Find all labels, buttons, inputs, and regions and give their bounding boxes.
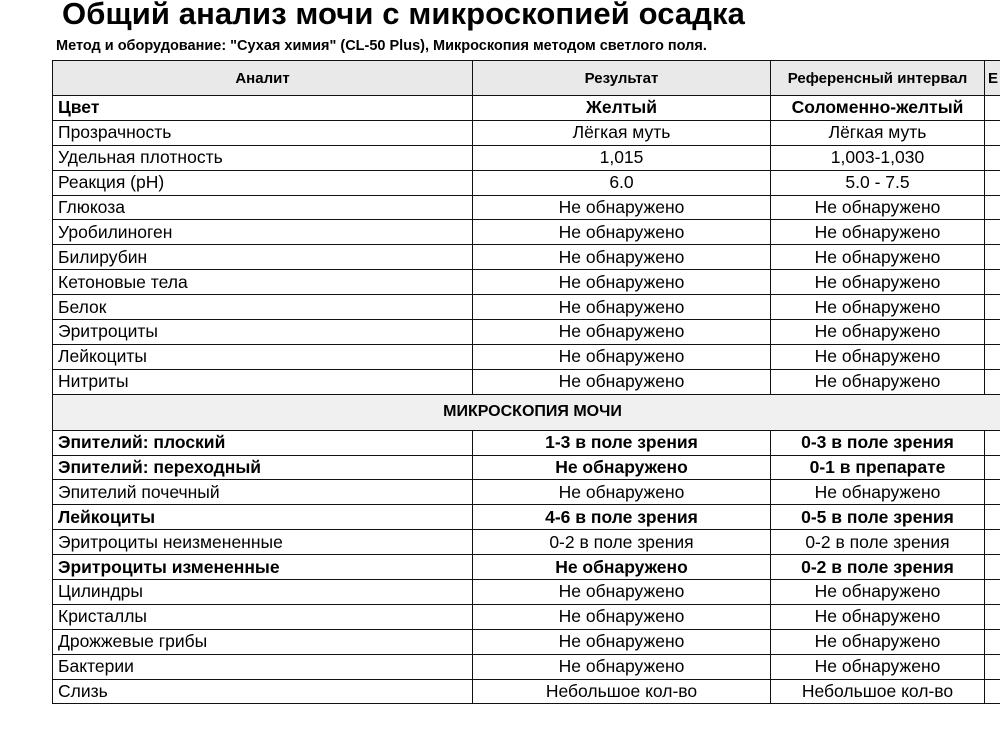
units-cell xyxy=(985,295,1000,320)
reference-cell: 0-3 в поле зрения xyxy=(771,430,985,455)
result-cell: 4-6 в поле зрения xyxy=(473,505,771,530)
table-row xyxy=(53,604,1000,629)
reference-cell: Лёгкая муть xyxy=(771,120,985,145)
table-row xyxy=(53,195,1000,220)
analyte-cell: Эпителий: плоский xyxy=(53,430,473,455)
table-row xyxy=(53,580,1000,605)
analyte-cell: Бактерии xyxy=(53,654,473,679)
units-cell xyxy=(985,555,1000,580)
section-heading: МИКРОСКОПИЯ МОЧИ xyxy=(53,394,1000,430)
reference-cell: Не обнаружено xyxy=(771,604,985,629)
analyte-cell: Удельная плотность xyxy=(53,145,473,170)
units-cell xyxy=(985,629,1000,654)
table-row xyxy=(53,295,1000,320)
analyte-cell: Цилиндры xyxy=(53,580,473,605)
table-row xyxy=(53,320,1000,345)
reference-cell: Не обнаружено xyxy=(771,480,985,505)
result-cell: Желтый xyxy=(473,96,771,121)
units-cell xyxy=(985,654,1000,679)
result-cell: Не обнаружено xyxy=(473,344,771,369)
result-cell: 0-2 в поле зрения xyxy=(473,530,771,555)
table-row xyxy=(53,145,1000,170)
table-row xyxy=(53,505,1000,530)
reference-cell: Не обнаружено xyxy=(771,629,985,654)
analyte-cell: Билирубин xyxy=(53,245,473,270)
table-row xyxy=(53,245,1000,270)
units-cell xyxy=(985,120,1000,145)
table-row xyxy=(53,530,1000,555)
analyte-cell: Эпителий почечный xyxy=(53,480,473,505)
units-cell xyxy=(985,344,1000,369)
result-cell: Не обнаружено xyxy=(473,195,771,220)
results-table xyxy=(52,60,1000,704)
units-cell xyxy=(985,195,1000,220)
report-title: Общий анализ мочи с микроскопией осадка xyxy=(62,0,745,31)
result-cell: Не обнаружено xyxy=(473,580,771,605)
analyte-cell: Эпителий: переходный xyxy=(53,455,473,480)
analyte-cell: Эритроциты измененные xyxy=(53,555,473,580)
header-units-cut: Е xyxy=(985,61,1000,96)
analyte-cell: Реакция (pH) xyxy=(53,170,473,195)
reference-cell: Не обнаружено xyxy=(771,270,985,295)
header-reference: Референсный интервал xyxy=(771,61,985,96)
table-row xyxy=(53,430,1000,455)
result-cell: Не обнаружено xyxy=(473,654,771,679)
result-cell: 1,015 xyxy=(473,145,771,170)
table-row xyxy=(53,220,1000,245)
result-cell: Не обнаружено xyxy=(473,245,771,270)
table-row xyxy=(53,170,1000,195)
reference-cell: Не обнаружено xyxy=(771,220,985,245)
result-cell: Лёгкая муть xyxy=(473,120,771,145)
table-row xyxy=(53,120,1000,145)
units-cell xyxy=(985,430,1000,455)
reference-cell: Не обнаружено xyxy=(771,245,985,270)
units-cell xyxy=(985,679,1000,704)
result-cell: Не обнаружено xyxy=(473,369,771,394)
reference-cell: Не обнаружено xyxy=(771,320,985,345)
result-cell: Не обнаружено xyxy=(473,295,771,320)
analyte-cell: Белок xyxy=(53,295,473,320)
analyte-cell: Уробилиноген xyxy=(53,220,473,245)
result-cell: 1-3 в поле зрения xyxy=(473,430,771,455)
table-row xyxy=(53,480,1000,505)
analyte-cell: Лейкоциты xyxy=(53,344,473,369)
units-cell xyxy=(985,480,1000,505)
units-cell xyxy=(985,320,1000,345)
method-subtitle: Метод и оборудование: "Сухая химия" (CL-50 Plus), Микроскопия методом светлого поля. xyxy=(56,38,707,54)
results-table-body xyxy=(53,96,1000,704)
reference-cell: 0-2 в поле зрения xyxy=(771,555,985,580)
units-cell xyxy=(985,530,1000,555)
reference-cell: 5.0 - 7.5 xyxy=(771,170,985,195)
units-cell xyxy=(985,245,1000,270)
result-cell: 6.0 xyxy=(473,170,771,195)
reference-cell: Не обнаружено xyxy=(771,344,985,369)
result-cell: Не обнаружено xyxy=(473,455,771,480)
units-cell xyxy=(985,145,1000,170)
analyte-cell: Дрожжевые грибы xyxy=(53,629,473,654)
analyte-cell: Лейкоциты xyxy=(53,505,473,530)
reference-cell: Соломенно-желтый xyxy=(771,96,985,121)
reference-cell: 1,003-1,030 xyxy=(771,145,985,170)
table-row xyxy=(53,270,1000,295)
units-cell xyxy=(985,270,1000,295)
analyte-cell: Глюкоза xyxy=(53,195,473,220)
result-cell: Не обнаружено xyxy=(473,555,771,580)
table-row xyxy=(53,629,1000,654)
table-row xyxy=(53,654,1000,679)
units-cell xyxy=(985,220,1000,245)
analyte-cell: Эритроциты неизмененные xyxy=(53,530,473,555)
section-row xyxy=(53,394,1000,430)
analyte-cell: Нитриты xyxy=(53,369,473,394)
result-cell: Не обнаружено xyxy=(473,604,771,629)
table-header-row xyxy=(53,61,1000,96)
units-cell xyxy=(985,369,1000,394)
table-row xyxy=(53,555,1000,580)
result-cell: Не обнаружено xyxy=(473,270,771,295)
analyte-cell: Кристаллы xyxy=(53,604,473,629)
result-cell: Небольшое кол-во xyxy=(473,679,771,704)
result-cell: Не обнаружено xyxy=(473,220,771,245)
table-row xyxy=(53,679,1000,704)
reference-cell: Не обнаружено xyxy=(771,195,985,220)
units-cell xyxy=(985,455,1000,480)
table-row xyxy=(53,369,1000,394)
reference-cell: 0-1 в препарате xyxy=(771,455,985,480)
reference-cell: Небольшое кол-во xyxy=(771,679,985,704)
header-result: Результат xyxy=(473,61,771,96)
analyte-cell: Слизь xyxy=(53,679,473,704)
analyte-cell: Эритроциты xyxy=(53,320,473,345)
units-cell xyxy=(985,96,1000,121)
table-row xyxy=(53,455,1000,480)
result-cell: Не обнаружено xyxy=(473,629,771,654)
reference-cell: Не обнаружено xyxy=(771,580,985,605)
units-cell xyxy=(985,505,1000,530)
result-cell: Не обнаружено xyxy=(473,480,771,505)
units-cell xyxy=(985,580,1000,605)
header-analyte: Аналит xyxy=(53,61,473,96)
reference-cell: 0-2 в поле зрения xyxy=(771,530,985,555)
result-cell: Не обнаружено xyxy=(473,320,771,345)
analyte-cell: Прозрачность xyxy=(53,120,473,145)
analyte-cell: Кетоновые тела xyxy=(53,270,473,295)
reference-cell: Не обнаружено xyxy=(771,369,985,394)
reference-cell: Не обнаружено xyxy=(771,295,985,320)
table-row xyxy=(53,344,1000,369)
units-cell xyxy=(985,170,1000,195)
table-row xyxy=(53,96,1000,121)
units-cell xyxy=(985,604,1000,629)
analyte-cell: Цвет xyxy=(53,96,473,121)
reference-cell: 0-5 в поле зрения xyxy=(771,505,985,530)
reference-cell: Не обнаружено xyxy=(771,654,985,679)
